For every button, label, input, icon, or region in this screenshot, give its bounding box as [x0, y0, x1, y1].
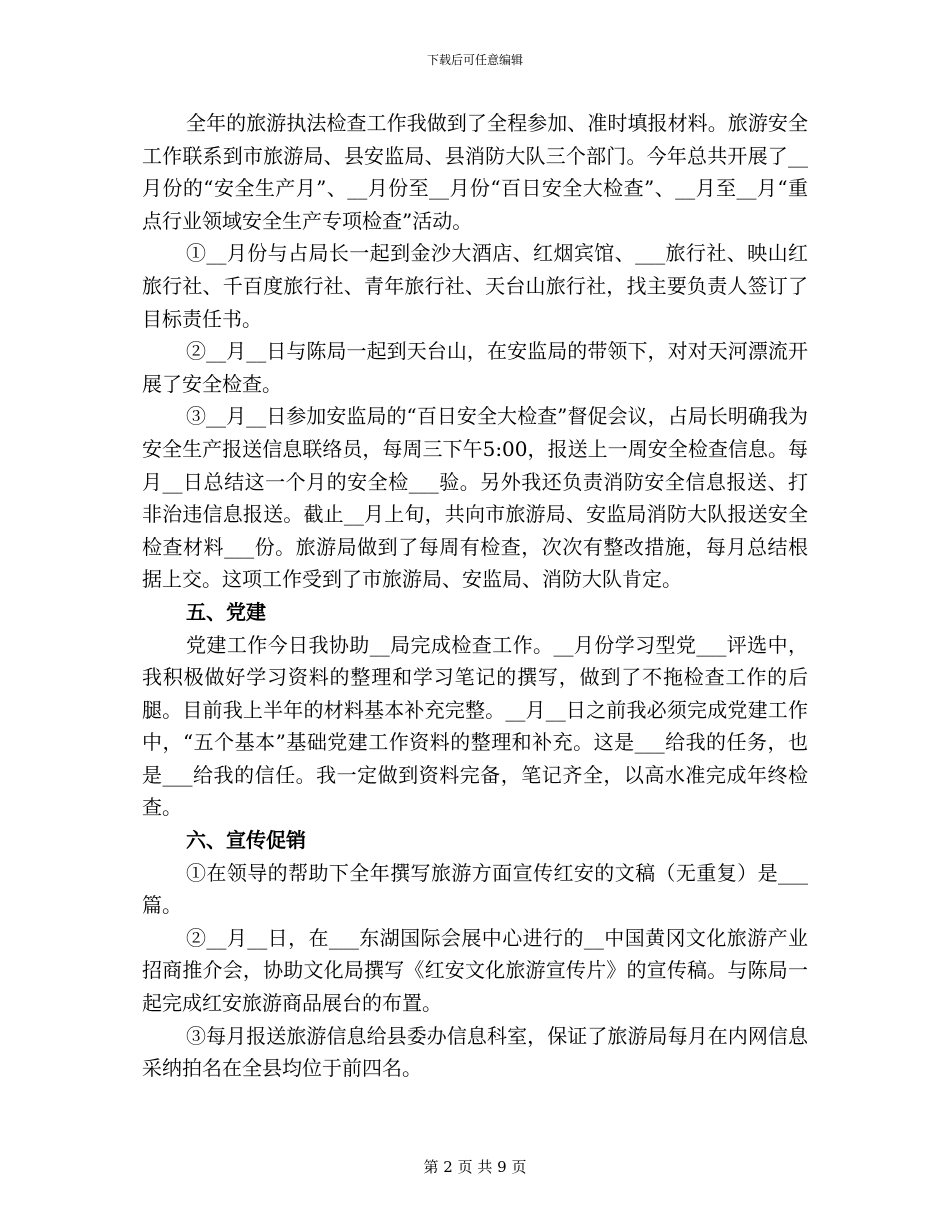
paragraph-promotion-1: ①在领导的帮助下全年撰写旅游方面宣传红安的文稿（无重复）是___篇。: [142, 860, 808, 918]
section-heading-party-building: 五、党建: [186, 599, 266, 624]
paragraph-promotion-2: ②__月__日，在___东湖国际会展中心进行的__中国黄冈文化旅游产业招商推介会，协助文化局撰写《红安文化旅游宣传片》的宣传稿。与陈局一起完成红安旅游商品展台的布置。: [142, 925, 808, 1016]
document-body: [142, 107, 808, 1085]
paragraph-promotion-3: ③每月报送旅游信息给县委办信息科室，保证了旅游局每月在内网信息采纳拍名在全县均位于前四名。: [142, 1023, 808, 1081]
page-number-footer: 第 2 页 共 9 页: [423, 1158, 527, 1176]
paragraph-item-1: ①__月份与占局长一起到金沙大酒店、红烟宾馆、___旅行社、映山红旅行社、千百度旅行社、青年旅行社、天台山旅行社，找主要负责人签订了目标责任书。: [142, 241, 808, 331]
section-heading-promotion: 六、宣传促销: [186, 828, 306, 853]
paragraph-item-2: ②__月__日与陈局一起到天台山，在安监局的带领下，对对天河漂流开展了安全检查。: [142, 339, 808, 396]
paragraph-party-building: 党建工作今日我协助__局完成检查工作。__月份学习型党___评选中，我积极做好学习资料的整理和学习笔记的撰写，做到了不拖检查工作的后腿。目前我上半年的材料基本补充完整。__月__日之前我必须完成党建工作中，“五个基本”基础党建工作资料的整理和补充。这是___给我的任务，也是___给我的信任。我一定做到资料完备，笔记齐全，以高水准完成年终检查。: [142, 632, 808, 820]
paragraph-item-3: ③__月__日参加安监局的“百日安全大检查”督促会议，占局长明确我为安全生产报送信息联络员，每周三下午5:00，报送上一周安全检查信息。每月__日总结这一个月的安全检___验。另外我还负责消防安全信息报送、打非治违信息报送。截止__月上旬，共向市旅游局、安监局消防大队报送安全检查材料___份。旅游局做到了每周有检查，次次有整改措施，每月总结根据上交。这项工作受到了市旅游局、安监局、消防大队肯定。: [142, 404, 808, 592]
paragraph-enforcement: 全年的旅游执法检查工作我做到了全程参加、准时填报材料。旅游安全工作联系到市旅游局、县安监局、县消防大队三个部门。今年总共开展了__月份的“安全生产月”、__月份至__月份“百日安全大检查”、__月至__月“重点行业领域安全生产专项检查”活动。: [142, 111, 808, 233]
page-header-note: 下载后可任意编辑: [426, 53, 523, 67]
